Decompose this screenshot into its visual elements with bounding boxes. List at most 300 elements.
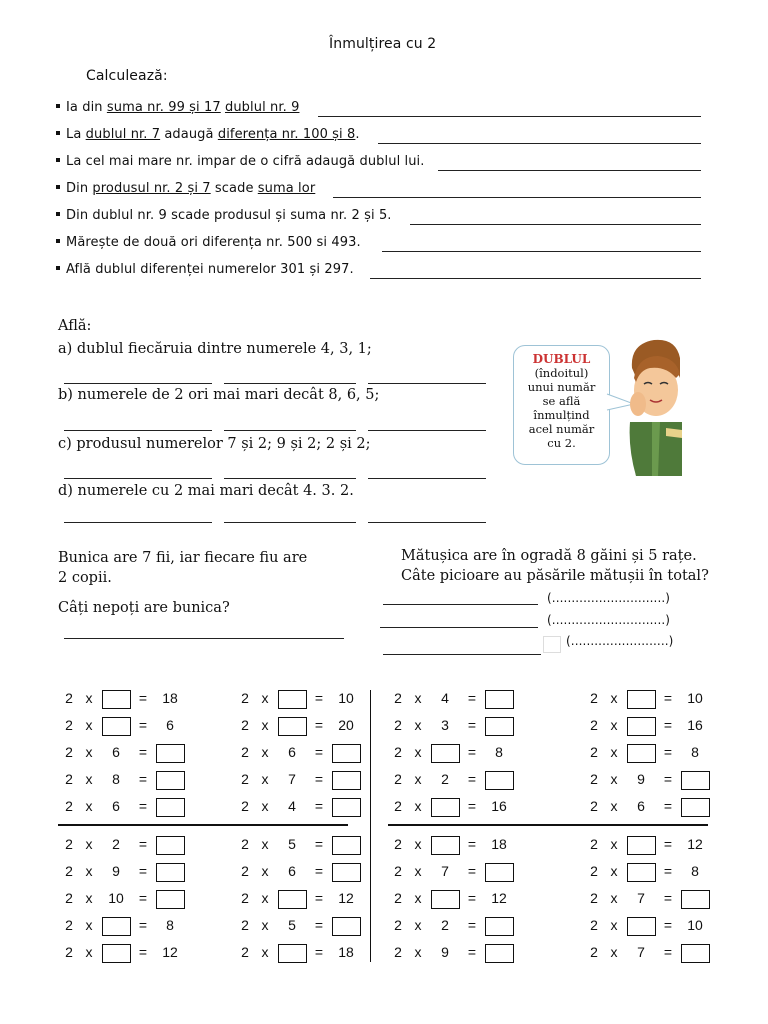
answer-slot: [483, 942, 515, 963]
bullet-icon: [56, 158, 60, 162]
calc-item: [56, 127, 360, 142]
problem2-blank: (.........................): [566, 634, 674, 648]
equation-row: [585, 796, 711, 816]
number: 12: [687, 836, 703, 852]
number: 9: [441, 944, 449, 960]
answer-slot: [625, 861, 657, 882]
number: 2: [394, 863, 402, 879]
equation-row: [60, 834, 186, 854]
answer-box[interactable]: [332, 771, 361, 790]
equals-sign: =: [314, 744, 324, 760]
answer-box[interactable]: [627, 744, 656, 763]
equation-row: [236, 888, 362, 908]
equation-row: [60, 769, 186, 789]
equals-sign: =: [138, 690, 148, 706]
number: 10: [338, 690, 354, 706]
number: 9: [637, 771, 645, 787]
answer-slot: [679, 769, 711, 790]
answer-box[interactable]: [156, 863, 185, 882]
multiply-sign: x: [85, 744, 93, 760]
number: 2: [65, 717, 73, 733]
equals-sign: =: [138, 717, 148, 733]
section-label-calculeaza: Calculează:: [86, 68, 168, 84]
answer-box[interactable]: [102, 917, 131, 936]
equation-row: [585, 834, 711, 854]
section-label-afla: Află:: [58, 318, 92, 334]
number: 12: [338, 890, 354, 906]
answer-slot: [429, 742, 461, 763]
equation-row: [236, 688, 362, 708]
answer-slot: [276, 888, 308, 909]
equation-row: [585, 742, 711, 762]
equals-sign: =: [663, 717, 673, 733]
problem2-small-box: [543, 636, 561, 653]
number: 10: [687, 690, 703, 706]
number: 2: [65, 836, 73, 852]
calc-item: [56, 262, 354, 277]
multiply-sign: x: [610, 771, 618, 787]
bubble-line: se află: [542, 394, 581, 408]
answer-slot: [330, 769, 362, 790]
answer-slot: [100, 915, 132, 936]
afla-answer-line[interactable]: [368, 430, 486, 431]
bullet-icon: [56, 239, 60, 243]
equals-sign: =: [663, 944, 673, 960]
number: 2: [394, 944, 402, 960]
equation-row: [60, 861, 186, 881]
answer-box[interactable]: [156, 798, 185, 817]
equals-sign: =: [467, 771, 477, 787]
number: 8: [691, 744, 699, 760]
number: 18: [491, 836, 507, 852]
number: 4: [288, 798, 296, 814]
equation-row: [236, 715, 362, 735]
multiply-sign: x: [610, 717, 618, 733]
number: 7: [288, 771, 296, 787]
equation-row: [585, 915, 711, 935]
multiply-sign: x: [85, 836, 93, 852]
equation-row: [60, 715, 186, 735]
equation-row: [389, 861, 515, 881]
problem2-answer-line[interactable]: [380, 627, 538, 628]
number: 6: [112, 798, 120, 814]
answer-slot: [276, 715, 308, 736]
number: 2: [590, 690, 598, 706]
bubble-line: (îndoitul): [534, 366, 589, 380]
equals-sign: =: [467, 836, 477, 852]
number: 2: [65, 944, 73, 960]
bullet-icon: [56, 185, 60, 189]
answer-slot: [483, 769, 515, 790]
number: 2: [241, 798, 249, 814]
calc-answer-line[interactable]: [333, 197, 701, 198]
multiply-sign: x: [414, 836, 422, 852]
equals-sign: =: [663, 917, 673, 933]
multiply-sign: x: [85, 717, 93, 733]
multiply-sign: x: [261, 798, 269, 814]
bullet-icon: [56, 104, 60, 108]
calc-item-text: dublul nr. 7: [85, 127, 161, 142]
problem1-line1: Bunica are 7 fii, iar fiecare fiu are: [58, 550, 308, 566]
afla-answer-line[interactable]: [224, 383, 356, 384]
calc-answer-line[interactable]: [438, 170, 701, 171]
equals-sign: =: [314, 717, 324, 733]
answer-box[interactable]: [431, 744, 460, 763]
answer-box[interactable]: [627, 836, 656, 855]
multiply-sign: x: [85, 771, 93, 787]
afla-answer-line[interactable]: [64, 522, 212, 523]
equals-sign: =: [663, 863, 673, 879]
equals-sign: =: [138, 863, 148, 879]
afla-answer-line[interactable]: [64, 478, 212, 479]
number: 2: [65, 863, 73, 879]
equation-row: [585, 715, 711, 735]
equation-row: [60, 942, 186, 962]
answer-slot: [154, 796, 186, 817]
equals-sign: =: [314, 863, 324, 879]
number: 2: [590, 863, 598, 879]
number: 12: [162, 944, 178, 960]
equation-row: [236, 861, 362, 881]
number: 2: [394, 744, 402, 760]
multiply-sign: x: [414, 798, 422, 814]
answer-box[interactable]: [681, 944, 710, 963]
equals-sign: =: [138, 944, 148, 960]
afla-item-c: c) produsul numerelor 7 și 2; 9 și 2; 2 și 2;: [58, 436, 371, 452]
answer-box[interactable]: [627, 690, 656, 709]
calc-item-text: Ia din: [66, 100, 107, 115]
multiply-sign: x: [414, 863, 422, 879]
answer-box[interactable]: [332, 917, 361, 936]
equals-sign: =: [467, 944, 477, 960]
equals-sign: =: [467, 917, 477, 933]
equation-row: [389, 769, 515, 789]
answer-box[interactable]: [485, 771, 514, 790]
number: 2: [590, 744, 598, 760]
afla-item-b: b) numerele de 2 ori mai mari decât 8, 6, 5;: [58, 387, 380, 403]
calc-item-text: .: [355, 127, 360, 142]
number: 2: [394, 798, 402, 814]
bullet-icon: [56, 131, 60, 135]
answer-box[interactable]: [156, 771, 185, 790]
number: 2: [441, 917, 449, 933]
equals-sign: =: [467, 744, 477, 760]
equation-row: [60, 796, 186, 816]
calc-answer-line[interactable]: [370, 278, 701, 279]
equals-sign: =: [663, 744, 673, 760]
number: 16: [687, 717, 703, 733]
number: 2: [241, 771, 249, 787]
answer-box[interactable]: [485, 944, 514, 963]
answer-box[interactable]: [278, 717, 307, 736]
number: 10: [687, 917, 703, 933]
number: 2: [65, 690, 73, 706]
answer-box[interactable]: [627, 717, 656, 736]
answer-box[interactable]: [102, 690, 131, 709]
number: 2: [65, 798, 73, 814]
number: 6: [166, 717, 174, 733]
number: 2: [590, 944, 598, 960]
multiply-sign: x: [261, 717, 269, 733]
equation-row: [389, 942, 515, 962]
calc-item-text: produsul nr. 2 și 7: [92, 181, 211, 196]
equation-row: [236, 769, 362, 789]
number: 5: [288, 836, 296, 852]
number: 2: [241, 836, 249, 852]
bubble-line: acel număr: [528, 422, 595, 436]
number: 2: [241, 717, 249, 733]
grid-horizontal-divider: [58, 824, 348, 826]
number: 4: [441, 690, 449, 706]
bubble-line: înmulțind: [533, 408, 590, 422]
calc-item: [56, 181, 315, 196]
afla-item-a: a) dublul fiecăruia dintre numerele 4, 3, 1;: [58, 341, 372, 357]
number: 18: [338, 944, 354, 960]
calc-item-text: Mărește de două ori diferența nr. 500 si 493.: [66, 235, 361, 250]
answer-box[interactable]: [431, 836, 460, 855]
equation-row: [389, 834, 515, 854]
afla-answer-line[interactable]: [368, 522, 486, 523]
equation-row: [236, 942, 362, 962]
multiply-sign: x: [261, 917, 269, 933]
answer-box[interactable]: [485, 690, 514, 709]
equals-sign: =: [138, 917, 148, 933]
number: 2: [65, 890, 73, 906]
answer-box[interactable]: [102, 717, 131, 736]
answer-slot: [154, 834, 186, 855]
answer-box[interactable]: [156, 836, 185, 855]
problem2-answer-line[interactable]: [383, 604, 538, 605]
answer-slot: [483, 915, 515, 936]
calc-answer-line[interactable]: [410, 224, 701, 225]
calc-answer-line[interactable]: [318, 116, 701, 117]
equation-row: [585, 769, 711, 789]
number: 2: [65, 744, 73, 760]
answer-box[interactable]: [278, 690, 307, 709]
multiply-sign: x: [85, 863, 93, 879]
answer-slot: [154, 861, 186, 882]
answer-slot: [100, 688, 132, 709]
equals-sign: =: [138, 836, 148, 852]
answer-slot: [330, 915, 362, 936]
answer-slot: [483, 715, 515, 736]
answer-slot: [330, 742, 362, 763]
multiply-sign: x: [610, 744, 618, 760]
number: 3: [441, 717, 449, 733]
number: 7: [637, 944, 645, 960]
equals-sign: =: [663, 890, 673, 906]
calc-answer-line[interactable]: [378, 143, 701, 144]
answer-slot: [679, 942, 711, 963]
bubble-title: DUBLUL: [532, 352, 591, 366]
answer-slot: [429, 796, 461, 817]
number: 2: [590, 798, 598, 814]
multiply-sign: x: [261, 744, 269, 760]
number: 20: [338, 717, 354, 733]
answer-box[interactable]: [627, 863, 656, 882]
number: 7: [441, 863, 449, 879]
afla-answer-line[interactable]: [64, 383, 212, 384]
number: 2: [441, 771, 449, 787]
equation-row: [236, 742, 362, 762]
number: 6: [288, 863, 296, 879]
answer-slot: [625, 915, 657, 936]
equals-sign: =: [314, 771, 324, 787]
number: 2: [590, 771, 598, 787]
answer-box[interactable]: [332, 836, 361, 855]
multiply-sign: x: [610, 863, 618, 879]
multiply-sign: x: [414, 917, 422, 933]
number: 8: [166, 917, 174, 933]
multiply-sign: x: [85, 917, 93, 933]
answer-box[interactable]: [485, 863, 514, 882]
grid-vertical-divider: [370, 690, 371, 962]
calc-item-text: dublul nr. 9: [224, 100, 300, 115]
number: 2: [241, 744, 249, 760]
answer-box[interactable]: [278, 890, 307, 909]
answer-slot: [154, 769, 186, 790]
answer-slot: [679, 888, 711, 909]
number: 8: [691, 863, 699, 879]
number: 2: [394, 771, 402, 787]
answer-slot: [330, 834, 362, 855]
number: 9: [112, 863, 120, 879]
number: 2: [590, 836, 598, 852]
equation-row: [585, 942, 711, 962]
equation-row: [585, 688, 711, 708]
equals-sign: =: [663, 798, 673, 814]
problem2-blank: (.............................): [547, 613, 671, 627]
answer-box[interactable]: [681, 798, 710, 817]
equation-row: [60, 742, 186, 762]
equation-row: [585, 888, 711, 908]
calc-item: [56, 154, 425, 169]
problem1-line2: 2 copii.: [58, 570, 112, 586]
equals-sign: =: [467, 717, 477, 733]
number: 2: [394, 690, 402, 706]
answer-box[interactable]: [681, 771, 710, 790]
equation-row: [60, 888, 186, 908]
equation-row: [389, 742, 515, 762]
afla-answer-line[interactable]: [368, 383, 486, 384]
answer-slot: [276, 688, 308, 709]
equals-sign: =: [467, 798, 477, 814]
answer-box[interactable]: [431, 798, 460, 817]
boy-illustration-icon: [626, 338, 682, 476]
multiply-sign: x: [261, 944, 269, 960]
answer-slot: [154, 888, 186, 909]
calc-item-text: diferența nr. 100 și 8: [217, 127, 356, 142]
afla-answer-line[interactable]: [64, 430, 212, 431]
equals-sign: =: [138, 798, 148, 814]
problem1-answer-line[interactable]: [64, 638, 344, 639]
answer-box[interactable]: [485, 917, 514, 936]
equation-row: [389, 796, 515, 816]
equation-row: [389, 888, 515, 908]
multiply-sign: x: [610, 798, 618, 814]
equals-sign: =: [314, 890, 324, 906]
bubble-line: unui număr: [527, 380, 596, 394]
multiply-sign: x: [261, 836, 269, 852]
equation-row: [389, 715, 515, 735]
number: 6: [637, 798, 645, 814]
multiply-sign: x: [610, 917, 618, 933]
bullet-icon: [56, 212, 60, 216]
equation-row: [236, 796, 362, 816]
afla-answer-line[interactable]: [368, 478, 486, 479]
equals-sign: =: [314, 690, 324, 706]
number: 8: [112, 771, 120, 787]
problem2-answer-line[interactable]: [383, 654, 541, 655]
afla-answer-line[interactable]: [224, 430, 356, 431]
answer-slot: [429, 834, 461, 855]
number: 2: [394, 836, 402, 852]
number: 2: [590, 917, 598, 933]
answer-slot: [330, 796, 362, 817]
multiply-sign: x: [85, 890, 93, 906]
multiply-sign: x: [261, 890, 269, 906]
answer-box[interactable]: [431, 890, 460, 909]
bubble-line: cu 2.: [547, 436, 576, 450]
number: 6: [288, 744, 296, 760]
number: 2: [241, 944, 249, 960]
answer-box[interactable]: [681, 890, 710, 909]
multiply-sign: x: [85, 798, 93, 814]
calc-answer-line[interactable]: [382, 251, 701, 252]
equals-sign: =: [663, 690, 673, 706]
equals-sign: =: [663, 771, 673, 787]
answer-slot: [625, 688, 657, 709]
afla-answer-line[interactable]: [224, 478, 356, 479]
answer-slot: [100, 942, 132, 963]
equals-sign: =: [467, 690, 477, 706]
number: 12: [491, 890, 507, 906]
answer-box[interactable]: [332, 798, 361, 817]
calc-item-text: Află dublul diferenței numerelor 301 și 297.: [66, 262, 354, 277]
answer-box[interactable]: [156, 890, 185, 909]
calc-item: [56, 235, 361, 250]
afla-answer-line[interactable]: [224, 522, 356, 523]
equation-row: [389, 688, 515, 708]
equals-sign: =: [467, 890, 477, 906]
number: 18: [162, 690, 178, 706]
number: 2: [112, 836, 120, 852]
page-title: Înmulțirea cu 2: [329, 36, 437, 52]
answer-box[interactable]: [332, 863, 361, 882]
answer-box[interactable]: [156, 744, 185, 763]
answer-box[interactable]: [332, 744, 361, 763]
equals-sign: =: [314, 917, 324, 933]
number: 6: [112, 744, 120, 760]
answer-slot: [100, 715, 132, 736]
multiply-sign: x: [261, 771, 269, 787]
answer-box[interactable]: [627, 917, 656, 936]
answer-box[interactable]: [278, 944, 307, 963]
answer-box[interactable]: [102, 944, 131, 963]
calc-item: [56, 208, 392, 223]
number: 2: [394, 717, 402, 733]
answer-slot: [625, 742, 657, 763]
problem2-line2: Câte picioare au păsările mătușii în total?: [401, 568, 709, 584]
number: 2: [394, 917, 402, 933]
number: 2: [65, 771, 73, 787]
calc-item-text: scade: [210, 181, 258, 196]
multiply-sign: x: [414, 717, 422, 733]
multiply-sign: x: [610, 836, 618, 852]
equals-sign: =: [467, 863, 477, 879]
answer-box[interactable]: [485, 717, 514, 736]
equals-sign: =: [663, 836, 673, 852]
